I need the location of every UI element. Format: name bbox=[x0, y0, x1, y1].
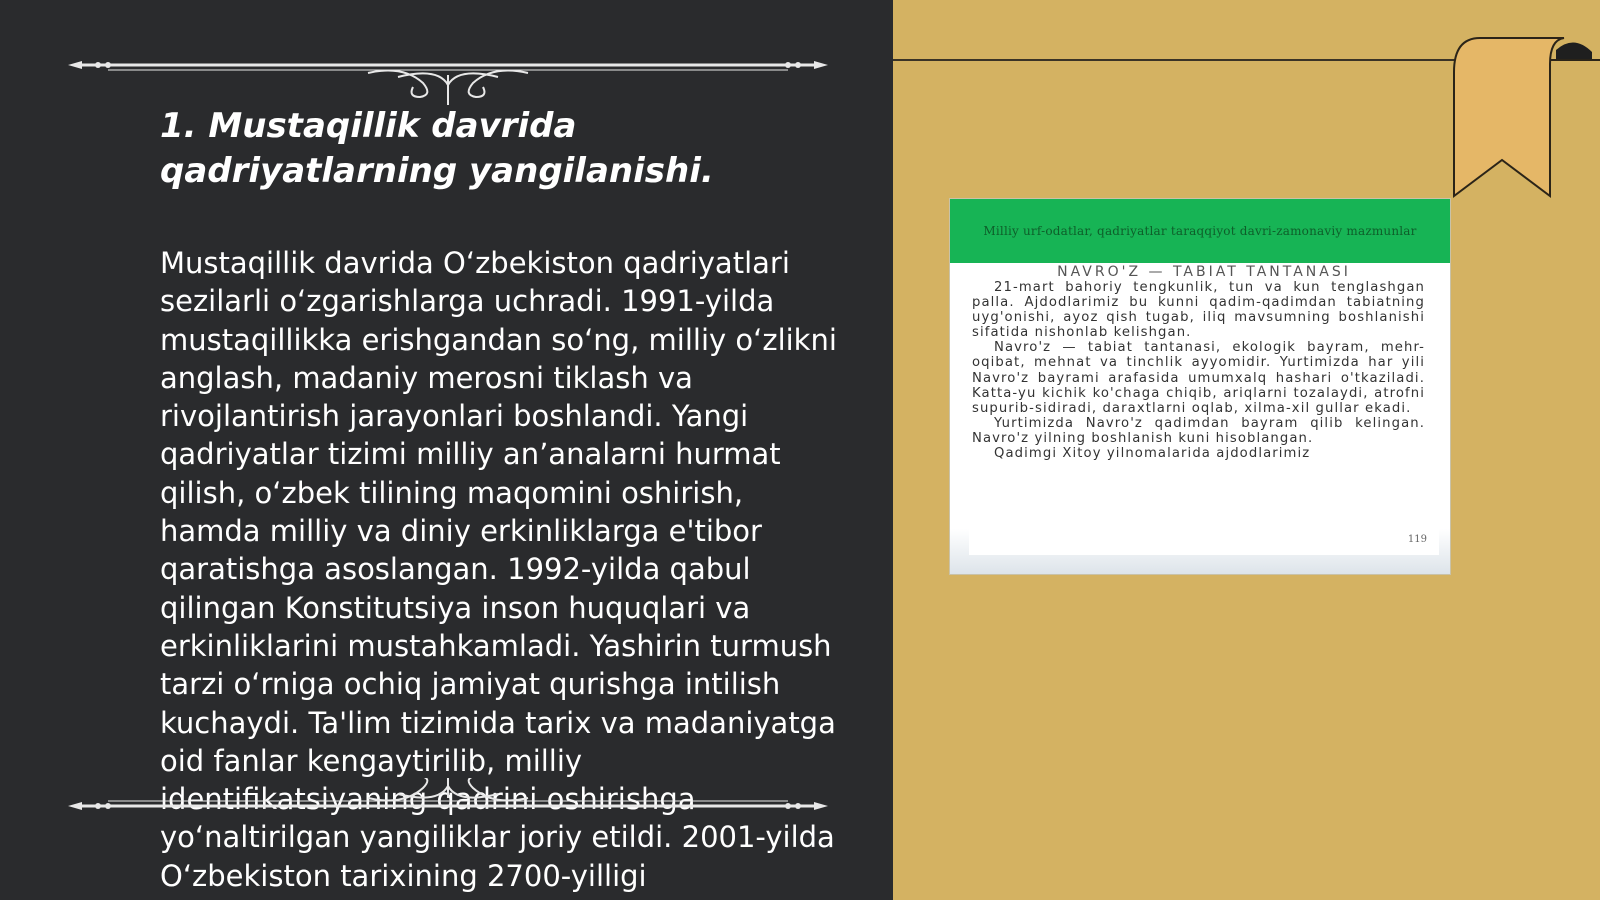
textbook-page-number: 119 bbox=[1407, 534, 1427, 545]
textbook-page-image bbox=[950, 199, 1450, 574]
bookmark-ribbon-icon bbox=[1434, 34, 1600, 200]
textbook-paragraph: Navro'z — tabiat tantanasi, ekologik bayram, mehr-oqibat, mehnat va tinchlik ayyomidir. Yurtimizda har yili Navro'z bayrami arafasida umumxalq hashari o'tkaziladi. Katta-yu kichik ko'chaga chiqib, ariqlarni tozalaydi, atrofni supurib-sidiradi, daraxtlarni oqlab, xilma-xil gullar ekadi. bbox=[972, 340, 1425, 416]
textbook-paragraph: Yurtimizda Navro'z qadimdan bayram qilib kelingan. Navro'z yilning boshlanish kuni hisoblangan. bbox=[972, 415, 1425, 446]
slide-right-panel bbox=[893, 0, 1600, 900]
textbook-paragraph: Qadimgi Xitoy yilnomalarida ajdodlarimiz bbox=[994, 446, 1311, 462]
textbook-header: Milliy urf-odatlar, qadriyatlar taraqqiyot davri-zamonaviy mazmunlar bbox=[950, 199, 1450, 263]
flourish-divider-bottom-icon bbox=[68, 778, 828, 838]
textbook-content bbox=[969, 263, 1439, 555]
slide-title: 1. Mustaqillik davrida qadriyatlarning yangilanishi. bbox=[160, 106, 714, 191]
flourish-divider-top-icon bbox=[68, 45, 828, 105]
slide-body-text: Mustaqillik davrida O‘zbekiston qadriyatlari sezilarli o‘zgarishlarga uchradi. 1991-yilda mustaqillikka erishgandan so‘ng, milliy o‘zlikni anglash, madaniy merosni tiklash va rivojlantirish jarayonlari boshlandi. Yangi qadriyatlar tizimi milliy an’analarni hurmat qilish, o‘zbek tilining maqomini oshirish, hamda milliy va diniy erkinliklarga e'tibor qaratishga asoslangan. 1992-yilda qabul qilingan Konstitutsiya inson huquqlari va erkinliklarini mustahkamladi. Yashirin turmush tarzi o‘rniga ochiq jamiyat qurishga intilish kuchaydi. Ta'lim tizimida tarix va madaniyatga oid fanlar kengaytirilib, milliy identifikatsiyaning qadrini oshirishga yo‘naltirilgan yangiliklar joriy etildi. 2001-yilda O‘zbekiston tarixining 2700-yilligi bbox=[160, 246, 837, 893]
textbook-paragraph: 21-mart bahoriy tengkunlik, tun va kun tenglashgan palla. Ajdodlarimiz bu kunni qadim-qadimdan tabiatning uyg'onishi, ayoz qish tugab, iliq mavsumning boshlanishi sifatida nishonlab kelishgan. bbox=[972, 280, 1425, 341]
textbook-title: NAVRO'Z — TABIAT TANTANASI bbox=[1057, 264, 1351, 280]
